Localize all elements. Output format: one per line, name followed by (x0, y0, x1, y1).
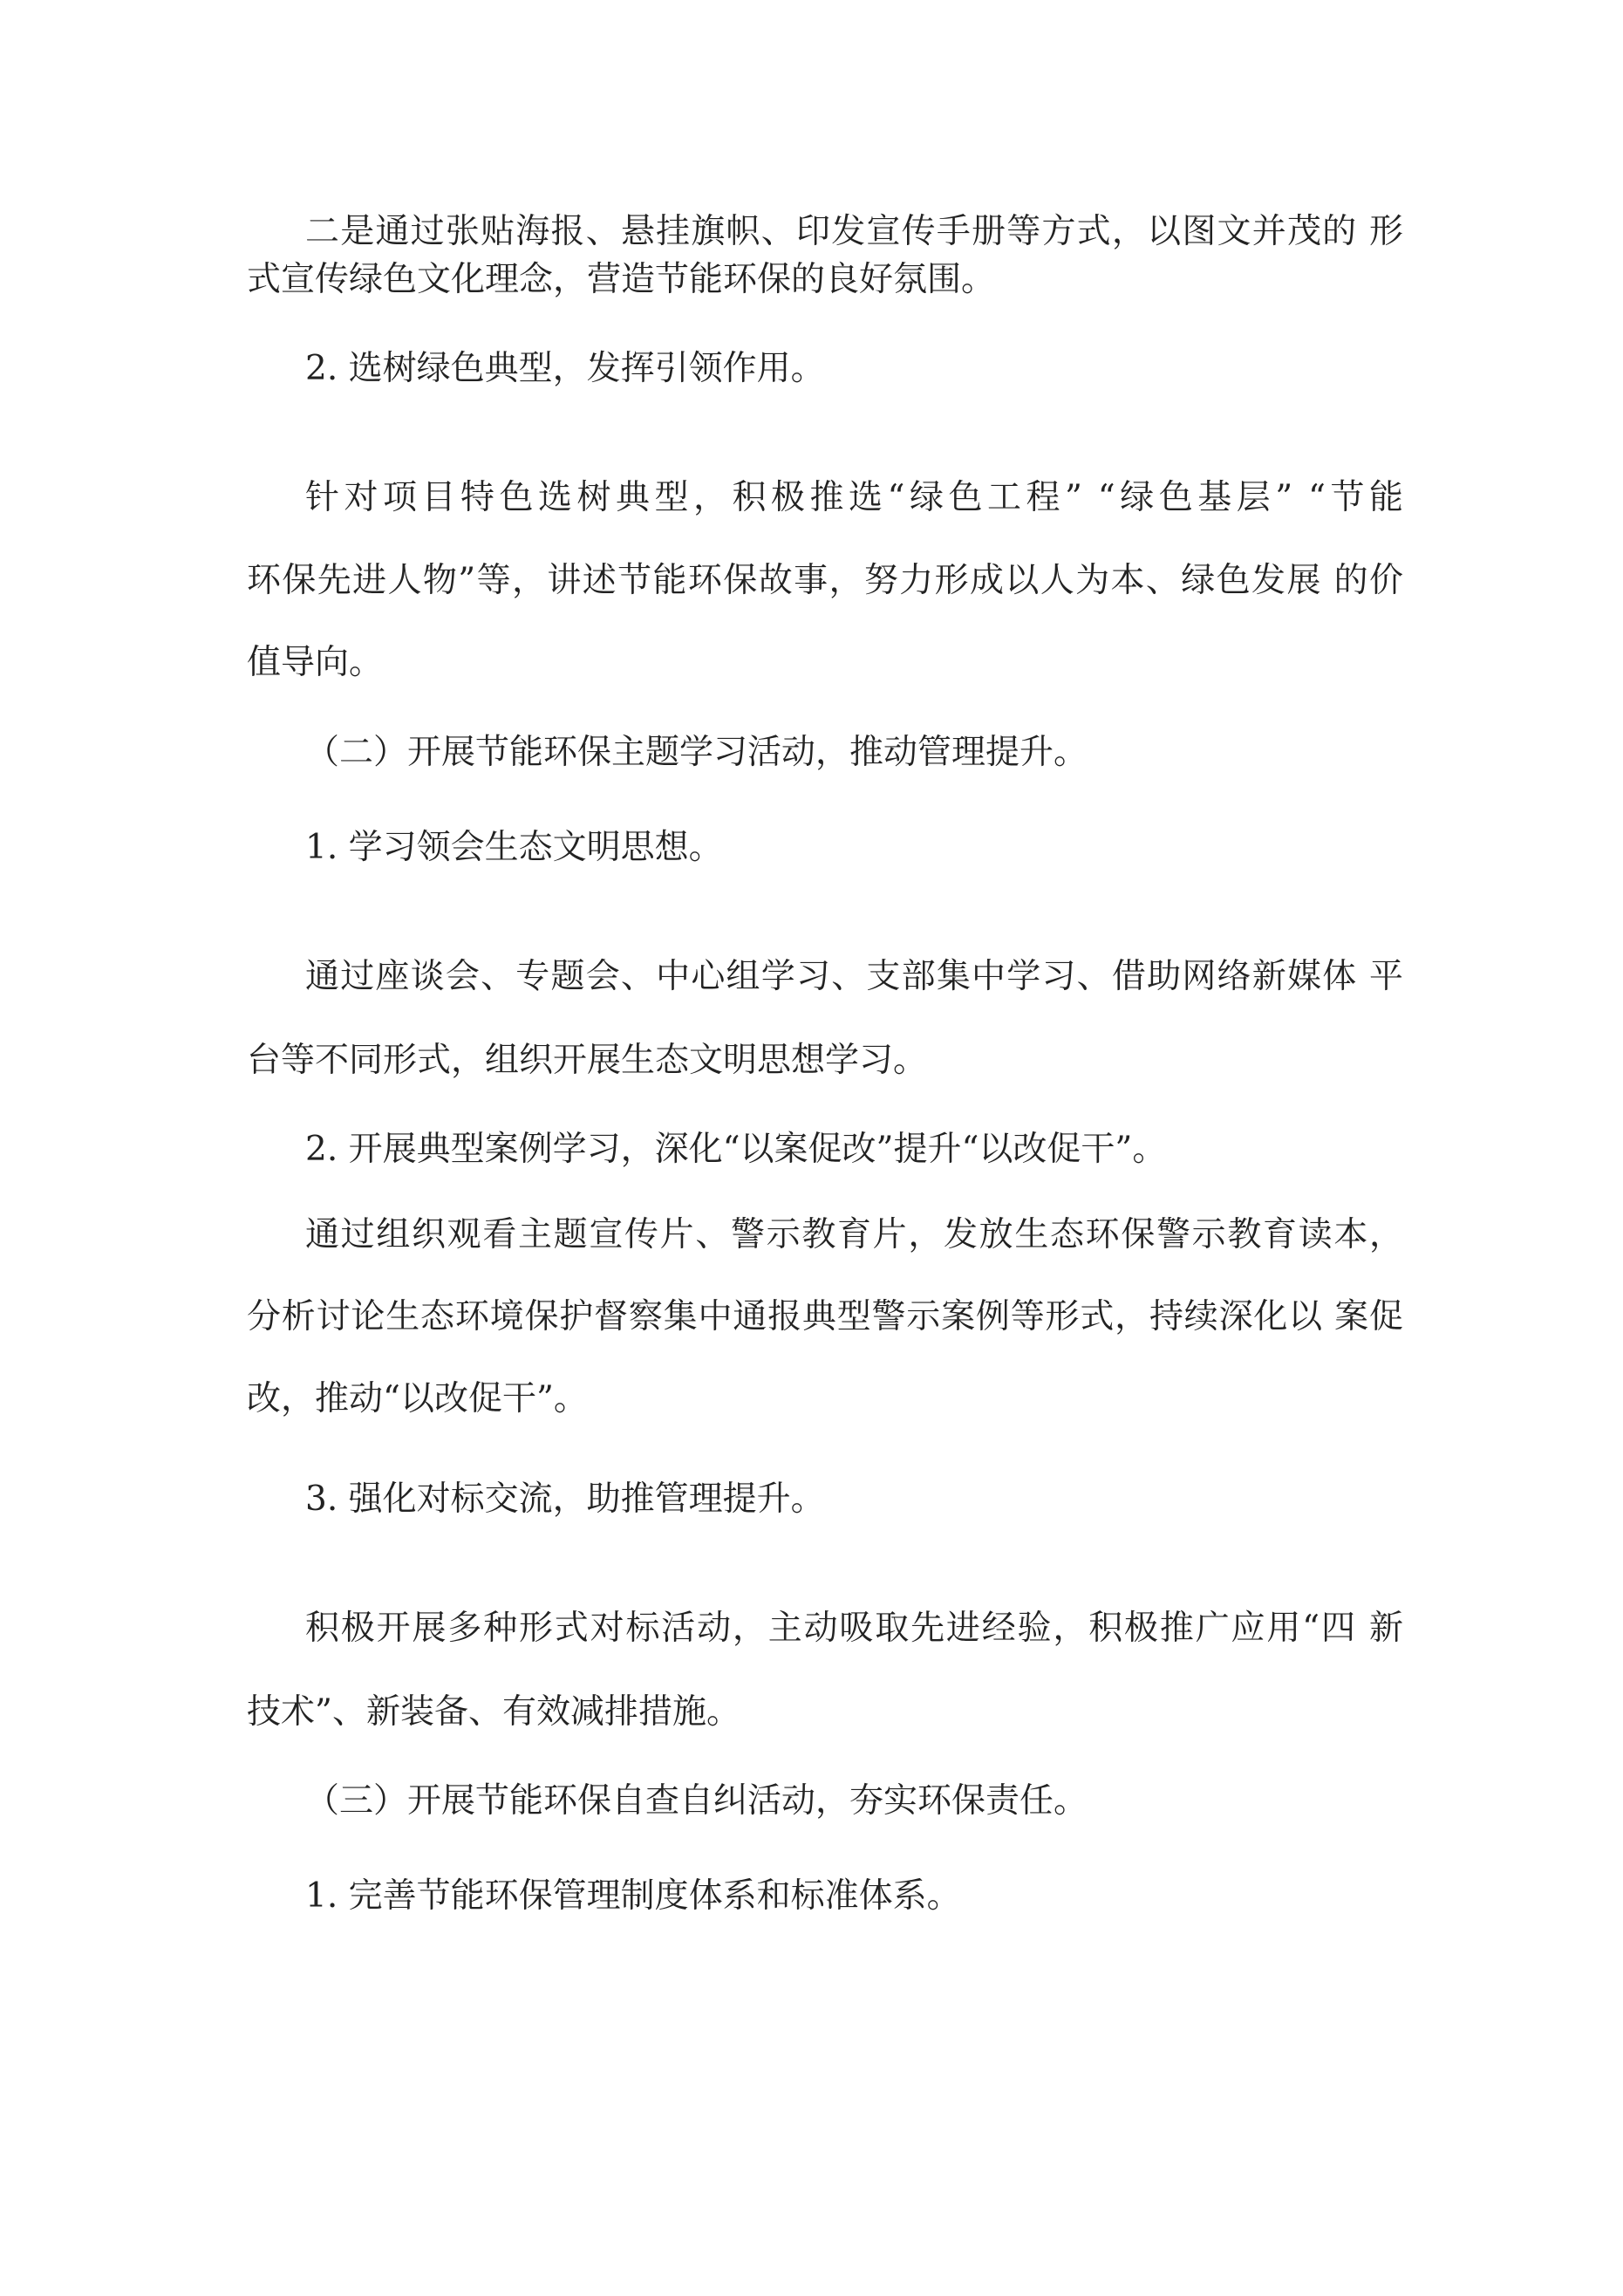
paragraph-line: 通过座谈会、专题会、中心组学习、支部集中学习、借助网络新媒体 平 (305, 957, 1403, 996)
paragraph-line: 式宣传绿色文化理念，营造节能环保的良好氛围。 (247, 260, 996, 299)
list-heading: 2. 选树绿色典型，发挥引领作用。 (305, 349, 825, 388)
paragraph-line: 改，推动“以改促干”。 (247, 1379, 588, 1418)
list-heading: 3. 强化对标交流，助推管理提升。 (305, 1479, 825, 1519)
paragraph-line: 针对项目特色选树典型，积极推选“绿色工程” “绿色基层” “节能 (305, 478, 1403, 517)
paragraph-line: 值导向。 (247, 643, 384, 682)
paragraph-line: 环保先进人物”等，讲述节能环保故事，努力形成以人为本、绿色发展 的价 (247, 561, 1403, 600)
section-heading: （二）开展节能环保主题学习活动，推动管理提升。 (305, 733, 1088, 772)
paragraph-line: 台等不同形式，组织开展生态文明思想学习。 (247, 1041, 928, 1080)
paragraph-line: 技术”、新装备、有效减排措施。 (247, 1692, 740, 1732)
list-heading: 1. 学习领会生态文明思想。 (305, 828, 723, 867)
section-heading: （三）开展节能环保自查自纠活动，夯实环保责任。 (305, 1781, 1088, 1821)
paragraph-line: 分析讨论生态环境保护督察集中通报典型警示案例等形式，持续深化以 案促 (247, 1297, 1403, 1336)
paragraph-line: 通过组织观看主题宣传片、警示教育片，发放生态环保警示教育读本， (305, 1215, 1403, 1254)
paragraph-line: 二是通过张贴海报、悬挂旗帜、印发宣传手册等方式，以图文并茂的 形 (305, 212, 1403, 251)
paragraph-line: 积极开展多种形式对标活动，主动吸取先进经验，积极推广应用“四 新 (305, 1609, 1403, 1648)
list-heading: 1. 完善节能环保管理制度体系和标准体系。 (305, 1876, 961, 1916)
list-heading: 2. 开展典型案例学习，深化“以案促改”提升“以改促干”。 (305, 1130, 1167, 1169)
